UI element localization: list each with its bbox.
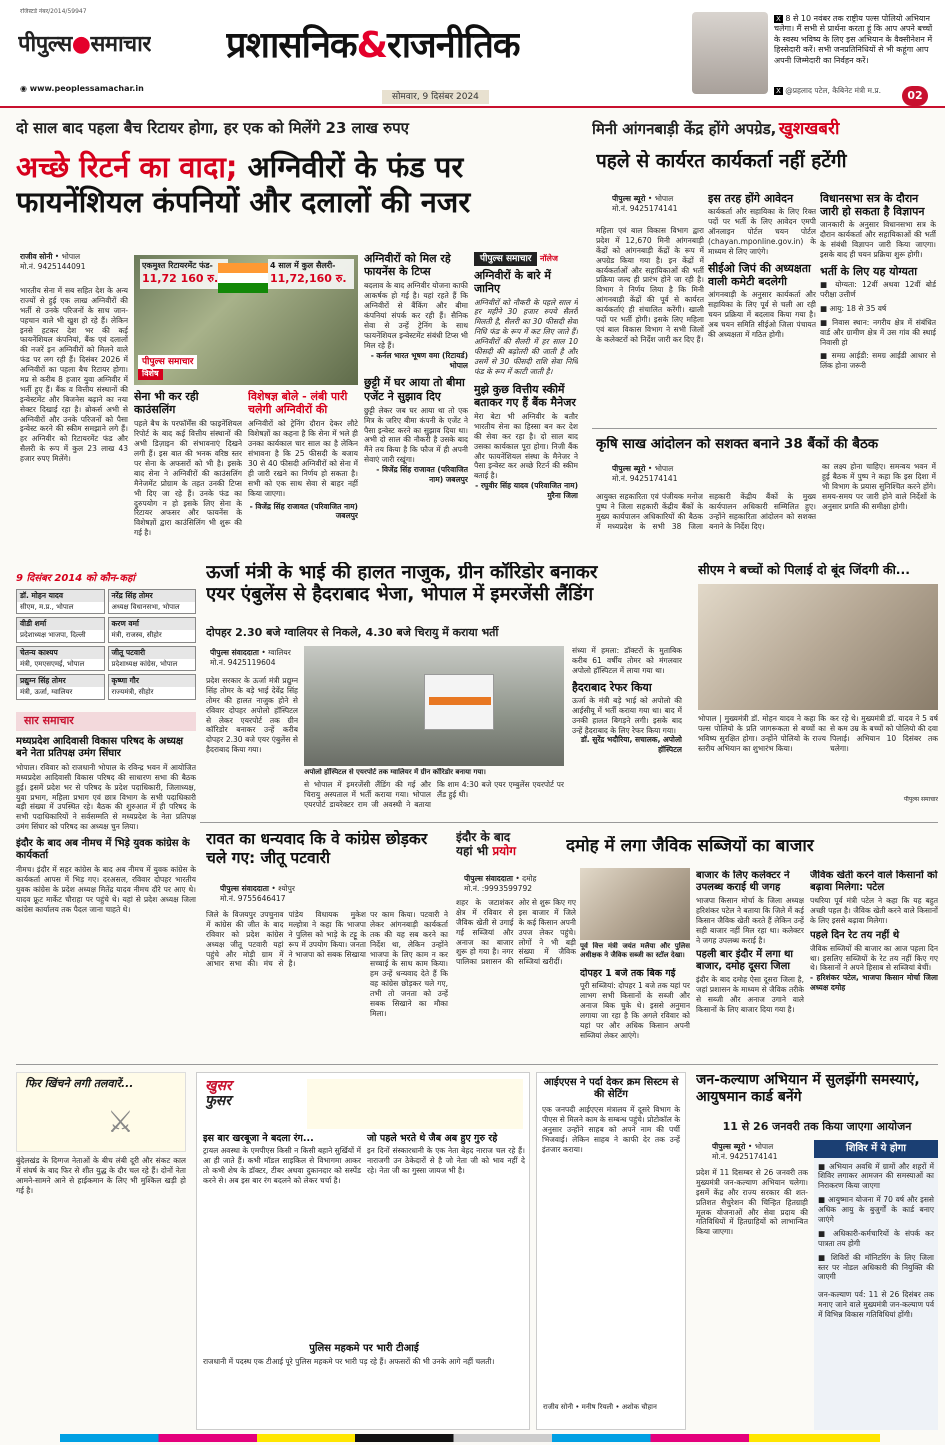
whos-where-title: 9 दिसंबर 2014 को कौन-कहां xyxy=(16,573,135,584)
person-card: डॉ. मोहन यादव सीएम, म.प्र., भोपाल xyxy=(16,589,105,615)
list-item: ■ समग्र आईडी: समग्र आईडी आधार से लिंक होना जरूरी xyxy=(820,351,936,371)
anganwadi-kicker: मिनी आंगनबाड़ी केंद्र होंगे अपग्रेड, खुशखबरी xyxy=(592,119,840,139)
person-card: जीतू पटवारी प्रदेशाध्यक्ष कांग्रेस, भोपाल xyxy=(108,646,197,672)
jankalyan-body: प्रदेश में 11 दिसम्बर से 26 जनवरी तक मुख्यमंत्री जन-कल्याण अभियान चलेगा। इसमें केंद्र और राज्य सरकार की शत-प्रतिशत सैचुरेशन की चिन्हित हितग्राही मूलक योजनाओं और सेवा प्रदाय की गतिविधियों में हितग्राहियों को लाभान्वित किया जाएगा। xyxy=(696,1168,808,1237)
camp-box-title: शिविर में ये होगा xyxy=(814,1140,938,1158)
jankalyan-headline: जन-कल्याण अभियान में सुलझेंगी समस्याएं, आयुषमान कार्ड बनेंगे xyxy=(696,1072,920,1105)
urja-body-2: से भोपाल में इमरजेंसी लैंडिंग की गई और चिरायु अस्पताल में भर्ती कराया गया। भोपाल एयरपोर्ट डायरेक्टर राम जी अवस्थी ने बताया कि शाम 4:30 बजे एयर एम्बुलेंस एयरपोर्ट पर लैंड हुई थी। xyxy=(304,780,564,809)
logo-text-1: पीपुल्स xyxy=(18,32,72,57)
polio-caption: भोपाल | मुख्यमंत्री डॉ. मोहन यादव ने कहा कि पल्स पोलियो के प्रति जागरूकता से बच्चों का भविष्य सुरक्षित होगा। उन्होंने पोलियो के राज्य स्तरीय अभियान का शुभारंभ किया। xyxy=(698,714,826,753)
ambulance-caption: अपोलो हॉस्पिटल से एयरपोर्ट तक ग्वालियर में ग्रीन कॉरिडोर बनाया गया। xyxy=(304,768,486,776)
quote-text: X 8 से 10 नवंबर तक राष्ट्रीय पल्स पोलियो अभियान चलेगा। मैं सभी से प्रार्थना करता हूं कि आप अपने बच्चों के स्वस्थ भविष्य के लिए इस अभियान के वैक्सीनेशन में हिस्सेदारी करें। सभी जनप्रतिनिधियों से भी कहूंगा आप अपनी जिम्मेदारी का निर्वहन करें। xyxy=(774,14,933,65)
camp-list xyxy=(814,1158,938,1291)
damoh-far: जैविक खेती करने वाले किसानों को बढ़ावा मिलेगा: पटेल पथरिया पूर्व मंत्री पटेल ने कहा कि यह बहुत अच्छी पहल है। जैविक खेती करने वाले किसानों के लिए इससे बढ़ावा मिलेगा। पहले दिन रेट तय नहीं थे जैविक सब्जियों की बाजार का आज पहला दिन था। इसलिए सब्जियों के रेट तय नहीं किए गए थे। किसानों ने अपने हिसाब से सब्जियां बेचीं। - हरिशंकर पटेल, भाजपा किसान मोर्चा जिला अध्यक्ष दमोह xyxy=(810,870,938,993)
rawat-body-2: पर काम किया। पटवारी ने लेकर आंगनबाड़ी कार्यकर्ता तक की यह सब करने का निर्देश था, लेकिन उन्होंने भाजपा के लिए काम न कर सच्चाई के साथ काम किया। हम उन्हें धन्यवाद देते हैं कि वह कांग्रेस छोड़कर चले गए, तभी तो जनता को उन्हें सबक सिखाने का मौका मिला। xyxy=(370,910,448,1018)
person-card: नरेंद्र सिंह तोमर अध्यक्ष विधानसभा, भोपाल xyxy=(108,589,197,615)
person-card: करण वर्मा मंत्री, राजस्व, सीहोर xyxy=(108,617,197,643)
list-item: ■ अधिकारी-कर्मचारियों के संपर्क कर पात्रता तय होगी xyxy=(818,1228,934,1248)
vishesh-tag: विशेष xyxy=(138,369,163,380)
date-line: सोमवार, 9 दिसंबर 2024 xyxy=(382,90,489,104)
person-card: वीडी शर्मा प्रदेशाध्यक्ष भाजपा, दिल्ली xyxy=(16,617,105,643)
urja-side: संध्या में हमला: डॉक्टरों के मुताबिक करीब 61 वर्षीय तोमर को मंगलवार अपोलो हॉस्पिटल में लाया गया था। हैदराबाद रेफर किया ऊर्जा के मंत्री बड़े भाई को अपोलो की आईसीयू में भर्ती कराया गया था। बाद में उनकी हालत बिगड़ने लगी। इसके बाद उन्हें हैदराबाद के लिए रेफर किया गया। डॉ. सुरेंद्र भदौरिया, सचालक, अपोलो हॉस्पिटल xyxy=(572,646,682,755)
tricolor-flag-icon xyxy=(218,263,268,293)
urja-byline: पीपुल्स संवाददाता • ग्वालियर मो.नं. 9425119604 xyxy=(210,648,291,668)
divider xyxy=(592,428,937,429)
lead-sub2: विशेषज्ञ बोले - लंबी पारी चलेगी अग्निवीरों की अग्निवीरों को ट्रेनिंग दौरान देकर लौटे विशेषज्ञों का कहना है कि सेना में भले ही उनका कार्यकाल चार साल का है लेकिन संभावना है कि 25 फीसदी के बजाय 30 से 40 फीसदी अग्निवीरों को सेना में ही जारी रखने का निर्णय हो सकता है। सभी को एक साथ सेवा से बाहर नहीं किया जाएगा। - विजेंद्र सिंह राजावत (परिवाजित नाम) जबलपुर xyxy=(248,390,358,521)
fund-info-1: एकमुश्त रिटायरमेंट फंड- 11,72 160 रु. xyxy=(140,259,228,289)
saar-title: सार समाचार xyxy=(16,712,196,731)
gossip-item: जो पहले भरते थे जैब अब हुए गुरु रहे इन दिनों संस्कारधानी के एक नेता बेहद नाराज चल रहे हैं। नाराजगी उन ठेकेदारों से है जो नेता जी को भाव नहीं दे रहे। नेता जी का गुस्सा जायज भी है। xyxy=(367,1133,525,1176)
saar-body: नीमच। इंदौर में सहर कांग्रेस के बाद अब नीमच में युवक कांग्रेस के कार्यकर्ता आपस में भिड़ गए। दरअसल, रविवार दोपहर भारतीय युवक कांग्रेस के प्रदेश अध्यक्ष मितेंद्र यादव नीमच दौरे पर आए थे। यादव फ्रूट मार्केट चौराहा पर पहुंचे थे। यहां से प्रदेश अध्यक्ष जिला कांग्रेस कार्यालय तक पैदल जाना चाहते थे। xyxy=(16,865,196,914)
lead-body: भारतीय सेना में सब सहित देश के अन्य राज्यों से हुई एक लाख अग्निवीरों की भर्ती से उनके परिजनों के साथ जान-पहचान वाले भी खुश हो रहे हैं। लेकिन इनसे हटकर देश भर की कई फायनेंशियल कंपनियां, बैंक एवं दलालों की नजरें इन अग्निवीरों को मिलने वाले फंड पर लग रही हैं। दिसंबर 2026 में अग्निवीरों का पहला बैच रिटायर होगा। मप्र से करीब 8 हजार युवा अग्निवीर में भर्ती हुए हैं। बैंक व वित्तीय संस्थानों की इन्वेस्टमेंट और बिजनेस बढ़ाने का नया सेक्टर दिखाई रहा है। ब्रोकर्स अभी से अग्निवीरों और उनके परिजनों को पैसा इन्वेस्ट करने की स्कीम समझाने लगे हैं। हर अग्निवीर को रिटायरमेंट फंड और सैलरी के रूप में कुल 23 लाख 43 हजार रुपए मिलेंगे। xyxy=(20,286,128,464)
organic-market-photo xyxy=(580,868,690,940)
whos-where-box xyxy=(16,572,196,704)
krishi-headline: कृषि साख आंदोलन को सशक्त बनाने 38 बैंकों की बैठक xyxy=(596,436,879,452)
damoh-body: शहर के जटाशंकर क्षेत्र में रविवार से जैविक खेती से उगाई गई सब्जियां और अनाज का बाजार शुरू हो गया है। नगर पालिका प्रशासन की ओर से शुरू किए गए इस बाजार में जिले के कई किसान अपनी उपज लेकर पहुंचे। लोगों ने भी बड़ी संख्या में जैविक सब्जियां खरीदीं। xyxy=(456,898,576,967)
list-item: ■ अभियान अवधि में ग्रामों और शहरों में शिविर लगाकर आमजन की समस्याओं का निराकरण किया जाएगा xyxy=(818,1161,934,1191)
sword-icon: ⚔ xyxy=(107,1105,134,1140)
page-number: 02 xyxy=(902,86,928,106)
lead-col4: पीपुल्स समाचार नॉलेज अग्निवीरों के बारे में जानिए अग्निवीरों को नौकरी के पहले साल में हर महीने 30 हजार रुपये सैलरी मिलती है, सैलरी का 30 फीसदी सेवा निधि फंड के रूप में कट लिए जाते हैं। अग्निवीरों की सैलरी में हर साल 10 फीसदी की बढ़ोतरी की जाती है और उसमें से 30 फीसदी राशि सेवा निधि फंड के रूप में काटी जाती है। मुझे कुछ वित्तीय स्कीमें बताकर गए हैं बैंक मैनेजर मेरा बेटा भी अग्निवीर के बतौर भारतीय सेना का हिस्सा बन कर देश की सेवा कर रहा है। दो साल बाद उसका कार्यकाल पूरा होगा। निजी बैंक और फायनेंशियल संस्था के मैनेजर ने पैसा इन्वेस्ट कर अच्छे रिटर्न की स्कीम बताई है। - रघुवीर सिंह यादव (परिवाजित नाम) मुरैना जिला xyxy=(474,254,578,501)
saar-samachar xyxy=(16,712,196,1060)
people-grid xyxy=(16,589,196,700)
list-item: ■ आयु: 18 से 35 वर्ष xyxy=(820,303,887,313)
print-color-bar xyxy=(60,1434,880,1442)
globe-icon: ◉ xyxy=(20,84,30,93)
organic-market-caption: पूर्व वित्त मंत्री जयंत मलैया और पुलिस अधीक्षक ने जैविक सब्जी का स्टॉल देखा। xyxy=(580,942,690,960)
urja-deck: दोपहर 2.30 बजे ग्वालियर से निकले, 4.30 बजे चिरायु में कराया भर्ती xyxy=(206,626,499,639)
polio-caption-2: कर रहे थे। मुख्यमंत्री डॉ. यादव ने 5 वर्ष से कम उम्र के बच्चों को पोलियो की दवा पिलाई। अभियान 10 दिसंबर तक चलेगा। xyxy=(830,714,938,753)
section-title: प्रशासनिक&राजनीतिक xyxy=(226,25,520,66)
cartoon-caption: फिर खिंचने लगी तलवारें... xyxy=(25,1077,134,1090)
ias-section: आईएएस ने पर्दा देकर क्रम सिस्टम से की सेटिंग एक जनपदी आईएएस मंत्रालय में दूसरे विभाग के पीएस से मिलने काम के सम्बन्ध पहुंचे। प्रोटोकॉल के अनुसार उन्होंने साहब को अपने नाम की पर्ची भिजवाई। लेकिन साहब ने काफी देर तक उन्हें इंतजार कराया। राजीव सोनी • मनीष रियली • अशोक चौहान xyxy=(536,1072,686,1430)
ambulance-icon xyxy=(424,674,494,730)
website-link[interactable]: ◉ www.peoplessamachar.in xyxy=(20,84,144,93)
list-item: ■ योग्यता: 12वीं अथवा 12वीं बोर्ड परीक्षा उत्तीर्ण xyxy=(820,280,936,300)
saar-body: भोपाल। रविवार को राजधानी भोपाल के रविन्द्र भवन में आयोजित मध्यप्रदेश आदिवासी विकास परिषद की साधारण सभा की बैठक हुई। इसमें प्रदेश भर से परिषद के प्रदेश पदाधिकारी, जिलाध्यक्ष, युवा प्रभाग, महिला प्रभाग एवं छात्र विभाग के सभी पदाधिकारी बड़ी संख्या में उपस्थित रहे। बैठक की शुरुआत में ही परिषद के सभी पदाधिकारियों ने सर्वसम्मति से मध्यप्रदेश के नेता प्रतिपक्ष उमंग सिंघार को परिषद का अध्यक्ष चुन लिया। xyxy=(16,762,196,832)
minister-photo xyxy=(692,12,768,94)
gossip-item: इस बार खरबूजा ने बदला रंग... ट्रायल अवस्था के एमपीएस किसी न किसी बहाने सुर्खियों में आ ही जाते हैं। कभी मॉडल साइकिल से विभागमा आकर तो कभी शेष के डॉक्टर, टीबर अथवा दुकानदार को सस्पेंड करने से। अब इस बार रंग बदलने को लेकर चर्चा है। xyxy=(203,1133,361,1186)
cartoon-panel xyxy=(16,1072,186,1152)
rawat-byline: पीपुल्स संवाददाता • श्योपुर मो.नं. 9755646417 xyxy=(220,884,295,904)
x-icon: X xyxy=(776,87,781,95)
damoh-right: बाजार के लिए कलेक्टर ने उपलब्ध कराई थी जगह भाजपा किसान मोर्चा के जिला अध्यक्ष हरिशंकर पटेल ने बताया कि जिले में कई किसान जैविक खेती करते हैं लेकिन उन्हें सही बाजार नहीं मिल रहा था। कलेक्टर ने जगह उपलब्ध कराई है। पहली बार इंदौर में लगा था बाजार, दमोह दूसरा जिला इंदौर के बाद दमोह ऐसा दूसरा जिला है, जहां प्रशासन के माध्यम से जैविक तरीके से सब्जी और अनाज उगाने वाले किसानों के लिए बाजार दिया गया है। xyxy=(696,870,804,1015)
gossip-item: पुलिस महकमे पर भारी टीआई राजधानी में पदस्थ एक टीआई पूरे पुलिस महकमे पर भारी पड़ रहे हैं। अफसरों की भी उनके आगे नहीं चलती। xyxy=(203,1343,495,1366)
list-item: ■ आयुष्मान योजना में 70 वर्ष और इससे अधिक आयु के बुजुर्गों के कार्ड बनाए जाएंगे xyxy=(818,1195,934,1224)
rawat-body: जिले के विजयपुर उपचुनाव में कांग्रेस की जीत के बाद रविवार को प्रदेश कांग्रेस अध्यक्ष जीतू पटवारी यहां पहुंचे और मोड़ी ग्राम में आभार सभा की। मंच से पांडेय विधायक मुकेश मल्होत्रा ने कहा कि भाजपा ने पुलिस को भाड़े के टट्टू के रूप में उपयोग किया। जनता ने भाजपा को सबक सिखाया है। xyxy=(206,910,366,969)
krishi-byline: पीपुल्स ब्यूरो • भोपाल मो.नं. 9425174141 xyxy=(612,464,678,484)
logo-text-2: समाचार xyxy=(90,32,151,57)
photo-credit: पीपुल्स समाचार xyxy=(903,796,938,803)
anganwadi-side: विधानसभा सत्र के दौरान जारी हो सकता है विज्ञापन जानकारी के अनुसार विधानसभा सत्र के दौरान कार्यकर्ता और सहायिकाओं की भर्ती के संबंधी विज्ञापन जारी किया जाएगा। इसके बाद ही चयन प्रक्रिया शुरू होगी। भर्ती के लिए यह योग्यता ■ योग्यता: 12वीं अथवा 12वीं बोर्ड परीक्षा उत्तीर्ण ■ आयु: 18 से 35 वर्ष ■ निवास स्थान: नगरीय क्षेत्र में संबंधित वार्ड और ग्रामीण क्षेत्र में उस गांव की स्थाई निवासी हो ■ समग्र आईडी: समग्र आईडी आधार से लिंक होना जरूरी xyxy=(820,192,936,371)
damoh-time: दोपहर 1 बजे तक बिक गई पूरी सब्जियां: दोपहर 1 बजे तक यहां पर लाभग सभी किसानों के सब्जी और अनाज बिक चुके थे। इससे अनुमान लगाया जा रहा है कि अगले रविवार को यहां पर और अधिक किसान अपनी सब्जियां लेकर आएंगे। xyxy=(580,968,690,1040)
eligibility-list xyxy=(820,280,936,371)
khusur-fusur-section xyxy=(196,1072,530,1430)
saar-headline: मध्यप्रदेश आदिवासी विकास परिषद के अध्यक्ष बने नेता प्रतिपक्ष उमंग सिंघार xyxy=(16,735,184,759)
ambulance-photo xyxy=(304,646,564,766)
polio-headline: सीएम ने बच्चों को पिलाई दो बूंद जिंदगी की... xyxy=(698,562,911,577)
masthead xyxy=(0,0,945,108)
x-icon: X xyxy=(776,15,781,23)
newspaper-logo xyxy=(18,30,151,60)
anganwadi-headline: पहले से कार्यरत कार्यकर्ता नहीं हटेंगी xyxy=(596,150,847,172)
rawat-headline: रावत का धन्यवाद कि वे कांग्रेस छोड़कर चले गए: जीतू पटवारी xyxy=(206,830,428,867)
lead-col3: अग्निवीरों को मिल रहे फायनेंस के टिप्स बदलाव के बाद अग्निवीर योजना काफी आकर्षक हो गई है। यहां रहते हैं कि अग्निवीरों से बैंकिंग और बीमा कंपनियां संपर्क कर रही हैं। सैनिक सेवा से उन्हें ट्रेनिंग के साथ फायनेंशियल इन्वेस्टमेंट संबंधी टिप्स भी मिल रहे हैं। - कर्नल भारत भूषण वमा (रिटायर्ड) भोपाल छुट्टी में घर आया तो बीमा एजेंट ने सुझाव दिए छुट्टी लेकर जब घर आया था तो एक मित्र के जरिए बीमा कंपनी के एजेंट ने पैसा इन्वेस्ट करने का सुझाव दिया था। अभी दो साल की नौकरी है उसके बाद मैंने तय किया है कि फौज में ही अपनी सेवाएं जारी रखूंगा। - विजेंद्र सिंह राजावत (परिवाजित नाम) जबलपुर xyxy=(364,252,468,484)
logo-dot-icon: ● xyxy=(71,32,91,57)
person-card: प्रद्युम्न सिंह तोमर मंत्री, ऊर्जा, ग्वालियर xyxy=(16,674,105,700)
indore-byline: पीपुल्स संवाददाता • दमोह मो.नं. :9993599792 xyxy=(464,874,537,894)
gossip-cartoon xyxy=(307,1079,523,1129)
divider xyxy=(200,822,938,823)
list-item: ■ निवास स्थान: नगरीय क्षेत्र में संबंधित वार्ड और ग्रामीण क्षेत्र में उस गांव की स्थाई निवासी हो xyxy=(820,317,936,347)
indore-label: इंदौर के बाद यहां भी प्रयोग xyxy=(456,830,517,859)
khusur-fusur-title: खुसर फुसर xyxy=(205,1078,232,1110)
lead-sub1: सेना भी कर रही काउंसलिंग पहले बैच के परफॉर्मेंस की फाइनेंशियल रिपोर्ट के बाद कई वित्तीय संस्थानों की अभी डिज़ाइन की संभावनाएं दिखने लगी हैं। इस बात की भनक वरिष्ठ स्तर पर सेना के अफसरों को भी है। इसके बाद सेना ने अग्निवीरों की काउंसलिंग मैनेजमेंट प्रोग्राम के तहत उनकी टिप्स भी दिए जा रहे हैं। उनके फंड का दुरुपयोग न हो इसके लिए सेना के रिटायर अफसर और फायनेंस के विशेषज्ञों द्वारा काउंसिलिंग भी शुरू की गई है। xyxy=(134,390,242,538)
lead-kicker: दो साल बाद पहला बैच रिटायर होगा, हर एक को मिलेंगे 23 लाख रुपए xyxy=(16,119,409,137)
anganwadi-body: महिला एवं बाल विकास विभाग द्वारा प्रदेश में 12,670 मिनी आंगनबाड़ी केंद्रों को आंगनबाड़ी केंद्रों के रूप में अपग्रेड किया गया है। इन केंद्रों में कार्यकर्ताओं और सहायिकाओं की भर्ती प्रक्रिया जल्द ही प्रारंभ होने जा रही है। विभाग ने निर्णय लिया है कि मिनी आंगनबाड़ी केंद्रों की पूर्व से कार्यरत कार्यकर्ताएं ही संचालित करेंगी। खाली पदों पर भर्ती होगी। इसके लिए महिला एवं बाल विकास विभाग ने सभी जिलों के कलेक्टरों को निर्देश जारी कर दिए हैं। xyxy=(596,226,704,344)
jankalyan-byline: पीपुल्स ब्यूरो • भोपाल मो.नं. 9425174141 xyxy=(712,1142,778,1162)
krishi-body-2: का लक्ष्य होना चाहिए। समन्वय भवन में हुई बैठक में पुष्प ने कहा कि इस दिशा में भी विभाग के प्रयास सुनिश्चित करने होंगे। समय-समय पर जारी होने वाले निर्देशों के अनुसार प्रगति की समीक्षा होगी। xyxy=(822,462,936,511)
lead-headline: अच्छे रिटर्न का वादा; अग्निवीरों के फंड पर फायनेंशियल कंपनियों और दलालों की नजर xyxy=(16,150,471,219)
cartoon-body: बुंदेलखंड के दिग्गज नेताओं के बीच लंबी दूरी और संकट काल में संघर्ष के बाद फिर से शीत युद्ध के दौर चल रहे हैं। दोनों नेता आमने-सामने आने से हाईकमान के लिए भी मुश्किल खड़ी हो गई है। xyxy=(16,1156,186,1195)
quote-author: X @प्रहलाद पटेल, कैबिनेट मंत्री म.प्र. xyxy=(776,86,882,95)
anganwadi-subs: इस तरह होंगे आवेदन कार्यकर्ता और सहायिका के लिए रिक्त पदों पर भर्ती के लिए आवेदन एमपी ऑनलाइन पोर्टल चयन पोर्टल (chayan.mponline.gov.in) के माध्यम से लिए जाएंगे। सीईओ जिपं की अध्यक्षता वाली कमेटी बदलेगी आंगनबाड़ी के अनुसार कार्यकर्ता और सहायिका के लिए पूर्व से चली आ रही चयन प्रक्रिया में बदलाव किया गया है। अब चयन समिति सीईओ जिला पंचायत की अध्यक्षता में गठित होगी। xyxy=(708,192,816,339)
soldiers-photo xyxy=(134,255,358,385)
polio-photo xyxy=(698,584,938,710)
camp-footer: जन-कल्याण पर्व: 11 से 26 दिसंबर तक मनाए जाने वाले मुख्यमंत्री जन-कल्याण पर्व में विभिन्न विकास गतिविधियां होंगी। xyxy=(818,1290,934,1320)
saar-headline: इंदौर के बाद अब नीमच में भिड़े युवक कांग्रेस के कार्यकर्ता xyxy=(16,838,190,862)
person-card: कृष्णा गौर राज्यमंत्री, सीहोर xyxy=(108,674,197,700)
jankalyan-deck: 11 से 26 जनवरी तक किया जाएगा आयोजन xyxy=(722,1120,912,1133)
krishi-body: आयुक्त सहकारिता एवं पंजीयक मनोज पुष्प ने जिला सहकारी केंद्रीय बैंकों के मुख्य कार्यपालन अधिकारियों की बैठक में मध्यप्रदेश के सभी 38 जिला सहकारी केंद्रीय बैंकों के मुख्य कार्यपालन अधिकारी सम्मिलित हुए। उन्होंने सहकारिता आंदोलन को सशक्त बनाने के निर्देश दिए। xyxy=(596,492,816,531)
camp-info-box xyxy=(814,1140,938,1430)
damoh-headline: दमोह में लगा जैविक सब्जियों का बाजार xyxy=(566,836,814,856)
list-item: ■ शिविरों की मॉनिटरिंग के लिए जिला स्तर पर नोडल अधिकारी की नियुक्ति की जाएगी xyxy=(818,1252,934,1282)
credits: राजीव सोनी • मनीष रियली • अशोक चौहान xyxy=(543,1403,657,1411)
person-card: चेतन्य काश्यप मंत्री, एमएसएमई, भोपाल xyxy=(16,646,105,672)
lead-byline: राजीव सोनी • भोपाल मो.नं. 9425144091 xyxy=(20,252,86,272)
fund-info-2: 4 साल में कुल सैलरी- 11,72,160 रु. xyxy=(268,259,354,289)
photo-credit: पीपुल्स समाचार xyxy=(138,355,197,369)
anganwadi-byline: पीपुल्स ब्यूरो • भोपाल मो.नं. 9425174141 xyxy=(612,194,678,214)
divider xyxy=(16,1064,938,1065)
urja-body: प्रदेश सरकार के ऊर्जा मंत्री प्रद्युम्न सिंह तोमर के बड़े भाई देवेंद्र सिंह तोमर की हालत नाजुक होने से रविवार दोपहर अपोलो हॉस्पिटल से लेकर एयरपोर्ट तक ग्रीन कॉरिडोर बनाकर उन्हें करीब दोपहर 2.30 बजे एयर एंबुलेंस से हैदराबाद किया गया। xyxy=(206,676,298,755)
registration-number: रजिस्टर्ड नंबर/2014/59947 xyxy=(20,8,87,15)
urja-headline: ऊर्जा मंत्री के भाई की हालत नाजुक, ग्रीन कॉरिडोर बनाकर एयर एंबुलेंस से हैदराबाद भेजा, भोपाल में इमरजेंसी लैंडिंग xyxy=(206,562,598,606)
